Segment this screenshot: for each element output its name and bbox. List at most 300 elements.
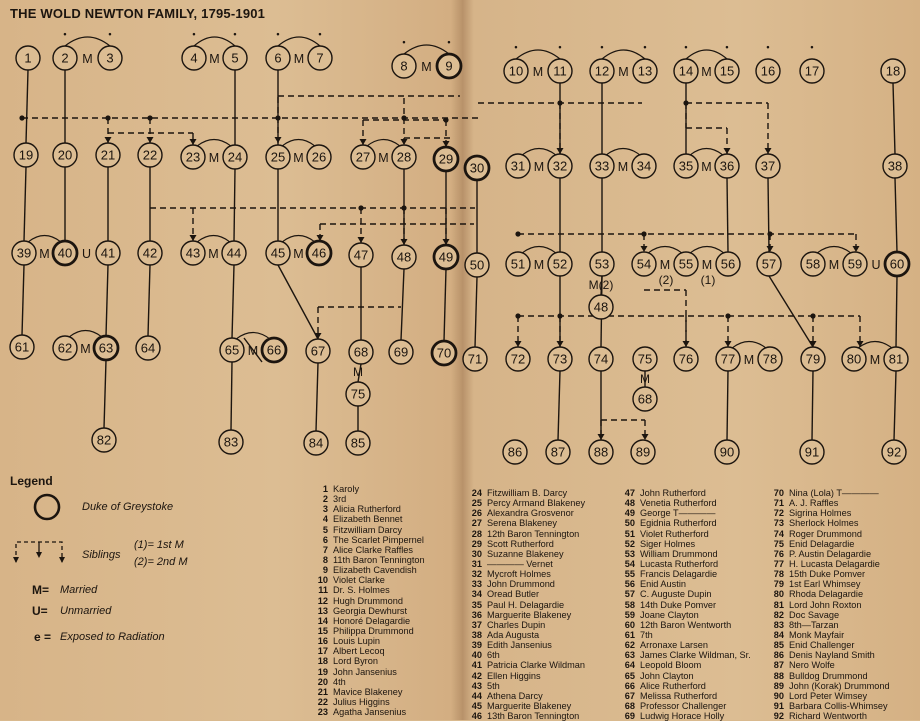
node-number: 89 bbox=[635, 444, 651, 460]
node-number: 2 bbox=[61, 50, 69, 66]
key-entry bbox=[768, 630, 890, 640]
legend bbox=[8, 470, 308, 715]
key-name: 6th bbox=[487, 650, 500, 661]
key-number: 57 bbox=[624, 589, 635, 600]
key-entry bbox=[768, 681, 890, 691]
node-number: 34 bbox=[636, 158, 652, 174]
relation-married: M bbox=[378, 151, 389, 165]
relation-married: M bbox=[701, 258, 713, 272]
key-name: Elizabeth Cavendish bbox=[333, 565, 417, 576]
arrow-icon bbox=[360, 139, 367, 145]
key-name: Violet Rutherford bbox=[640, 528, 709, 539]
key-entry bbox=[768, 569, 890, 579]
key-name: Violet Clarke bbox=[333, 575, 385, 586]
person-node-61 bbox=[10, 335, 34, 359]
key-number: 64 bbox=[624, 660, 635, 671]
radiation-mark: • bbox=[233, 29, 237, 39]
key-number: 60 bbox=[624, 619, 635, 630]
node-number: 7 bbox=[316, 50, 324, 66]
person-node-63 bbox=[94, 336, 118, 360]
extra-relation-label: M bbox=[353, 365, 363, 379]
key-name: C. Auguste Dupin bbox=[640, 589, 712, 600]
connector-line bbox=[812, 371, 813, 440]
key-number: 80 bbox=[773, 589, 784, 600]
node-number: 42 bbox=[142, 245, 158, 261]
key-number: 26 bbox=[471, 508, 482, 519]
key-name: Leopold Bloom bbox=[640, 660, 702, 671]
key-number: 42 bbox=[471, 670, 482, 681]
key-entry bbox=[312, 677, 425, 687]
node-number: 57 bbox=[761, 256, 777, 272]
key-entry bbox=[312, 687, 425, 697]
key-entry bbox=[768, 610, 890, 620]
person-node-40 bbox=[53, 241, 77, 265]
key-name: Alice Clarke Raffles bbox=[333, 544, 413, 555]
key-name: Richard Wentworth bbox=[789, 711, 867, 721]
key-name: ———— Vernet bbox=[487, 558, 553, 569]
key-number: 55 bbox=[624, 569, 635, 580]
key-number: 13 bbox=[317, 605, 328, 616]
person-node-5 bbox=[223, 29, 247, 70]
key-number: 35 bbox=[471, 599, 482, 610]
key-number: 76 bbox=[773, 548, 784, 559]
key-entry bbox=[768, 589, 890, 599]
person-node-68 bbox=[633, 387, 657, 411]
key-name: John (Korak) Drummond bbox=[789, 680, 890, 691]
key-name: Paul H. Delagardie bbox=[487, 599, 565, 610]
connector-line bbox=[104, 360, 106, 428]
key-number: 36 bbox=[471, 609, 482, 620]
key-number: 63 bbox=[624, 650, 635, 661]
node-number: 63 bbox=[98, 340, 114, 356]
key-column bbox=[466, 488, 585, 721]
arrow-icon bbox=[315, 333, 322, 339]
key-name: Lord Byron bbox=[333, 656, 378, 667]
key-number: 21 bbox=[317, 686, 328, 697]
relation-married: M bbox=[209, 52, 220, 66]
key-number: 16 bbox=[317, 636, 328, 647]
marriage-arc bbox=[197, 140, 231, 147]
key-entry bbox=[312, 494, 425, 504]
node-number: 10 bbox=[508, 63, 524, 79]
key-number: 25 bbox=[471, 498, 482, 509]
extra-relation-label: M bbox=[640, 372, 650, 386]
person-node-29 bbox=[434, 147, 458, 171]
key-entry bbox=[312, 616, 425, 626]
key-number: 38 bbox=[471, 629, 482, 640]
key-number: 48 bbox=[624, 498, 635, 509]
key-name: Doc Savage bbox=[789, 609, 840, 620]
key-entry bbox=[768, 579, 890, 589]
key-number: 74 bbox=[773, 528, 784, 539]
node-number: 80 bbox=[846, 351, 862, 367]
key-number: 12 bbox=[317, 595, 328, 606]
key-name: John Rutherford bbox=[640, 488, 706, 498]
node-number: 6 bbox=[274, 50, 282, 66]
key-entry bbox=[619, 498, 751, 508]
marriage-arc bbox=[858, 342, 892, 349]
junction-dot bbox=[557, 313, 562, 318]
marriage-arc bbox=[690, 149, 723, 156]
key-name: George T———— bbox=[640, 508, 716, 519]
key-entry bbox=[619, 549, 751, 559]
key-name: Mycroft Holmes bbox=[487, 569, 551, 580]
diagram-title: THE WOLD NEWTON FAMILY, 1795-1901 bbox=[10, 6, 266, 21]
person-node-18 bbox=[881, 59, 905, 83]
person-node-46 bbox=[307, 241, 331, 265]
key-number: 84 bbox=[773, 629, 784, 640]
key-number: 65 bbox=[624, 670, 635, 681]
relation-married: M bbox=[293, 151, 304, 165]
person-node-8 bbox=[392, 37, 416, 78]
key-number: 54 bbox=[624, 558, 635, 569]
node-number: 51 bbox=[510, 256, 526, 272]
person-node-88 bbox=[589, 440, 613, 464]
key-entry bbox=[466, 660, 585, 670]
key-name: 12th Baron Wentworth bbox=[640, 619, 732, 630]
key-entry bbox=[768, 701, 890, 711]
node-number: 88 bbox=[593, 444, 609, 460]
key-name: James Clarke Wildman, Sr. bbox=[640, 650, 751, 661]
key-name: Roger Drummond bbox=[789, 528, 863, 539]
relation-married: M bbox=[617, 160, 629, 174]
node-number: 18 bbox=[885, 63, 901, 79]
person-node-41 bbox=[96, 241, 120, 265]
node-number: 62 bbox=[57, 340, 73, 356]
junction-dot bbox=[810, 313, 815, 318]
person-node-67 bbox=[306, 339, 330, 363]
key-entry bbox=[619, 589, 751, 599]
key-name: Sigrina Holmes bbox=[789, 508, 852, 519]
junction-dot bbox=[401, 115, 406, 120]
key-entry bbox=[312, 636, 425, 646]
node-number: 53 bbox=[594, 256, 610, 272]
connector-line bbox=[894, 371, 896, 440]
arrow-icon bbox=[147, 137, 154, 143]
key-name: 7th bbox=[640, 629, 653, 640]
key-number: 78 bbox=[773, 569, 784, 580]
key-name: 5th bbox=[487, 680, 500, 691]
radiation-mark: • bbox=[643, 42, 647, 52]
radiation-mark: • bbox=[192, 29, 196, 39]
marriage-arc bbox=[648, 247, 682, 254]
key-entry bbox=[466, 518, 585, 528]
person-node-48 bbox=[589, 295, 613, 319]
person-node-75 bbox=[633, 347, 657, 371]
key-name: Philippa Drummond bbox=[333, 625, 414, 636]
legend-greystoke: Duke of Greystoke bbox=[82, 501, 174, 513]
radiation-mark: • bbox=[766, 42, 770, 52]
person-node-74 bbox=[589, 347, 613, 371]
key-number: 75 bbox=[773, 538, 784, 549]
key-name: Alicia Rutherford bbox=[333, 504, 401, 515]
key-name: Rhoda Delagardie bbox=[789, 589, 864, 600]
key-entry bbox=[619, 610, 751, 620]
key-number: 43 bbox=[471, 680, 482, 691]
relation-married: M bbox=[659, 258, 671, 272]
key-entry bbox=[312, 535, 425, 545]
marriage-arc bbox=[65, 37, 110, 46]
key-entry bbox=[466, 701, 585, 711]
node-number: 4 bbox=[190, 50, 198, 66]
relation-married: M bbox=[533, 160, 545, 174]
person-node-45 bbox=[266, 241, 290, 265]
person-node-84 bbox=[304, 431, 328, 455]
key-entry bbox=[768, 518, 890, 528]
connector-line bbox=[234, 169, 235, 241]
key-entry bbox=[619, 559, 751, 569]
key-name: William Drummond bbox=[640, 548, 718, 559]
arrow-icon bbox=[641, 246, 648, 252]
node-number: 17 bbox=[804, 63, 820, 79]
junction-dot bbox=[358, 205, 363, 210]
relation-married: M bbox=[618, 65, 629, 79]
key-entry bbox=[312, 545, 425, 555]
person-node-81 bbox=[884, 347, 908, 371]
node-number: 55 bbox=[678, 256, 694, 272]
junction-dot bbox=[557, 100, 562, 105]
extra-relation-label: (2) bbox=[658, 273, 674, 287]
marriage-arc bbox=[522, 149, 556, 156]
node-number: 81 bbox=[888, 351, 904, 367]
connector-line bbox=[106, 265, 108, 336]
key-number: 82 bbox=[773, 609, 784, 620]
key-number: 51 bbox=[624, 528, 635, 539]
node-number: 26 bbox=[311, 149, 327, 165]
key-name: A. J. Raffles bbox=[789, 498, 839, 509]
key-entry bbox=[768, 539, 890, 549]
person-node-35 bbox=[674, 154, 698, 178]
key-name: Lord John Roxton bbox=[789, 599, 862, 610]
arrow-icon bbox=[557, 341, 564, 347]
radiation-mark: • bbox=[725, 42, 729, 52]
person-node-85 bbox=[346, 431, 370, 455]
person-node-30 bbox=[465, 156, 489, 180]
key-name: Enid Challenger bbox=[789, 640, 855, 651]
key-entry bbox=[619, 630, 751, 640]
junction-dot bbox=[401, 205, 406, 210]
arrow-icon bbox=[724, 148, 731, 154]
arrow-icon bbox=[683, 341, 690, 347]
node-number: 21 bbox=[100, 147, 116, 163]
key-name: Ludwig Horace Holly bbox=[640, 711, 725, 721]
node-number: 76 bbox=[678, 351, 694, 367]
key-entry bbox=[312, 596, 425, 606]
key-entry bbox=[768, 640, 890, 650]
node-number: 39 bbox=[16, 245, 32, 261]
node-number: 22 bbox=[142, 147, 158, 163]
marriage-arc bbox=[278, 37, 320, 46]
key-number: 86 bbox=[773, 650, 784, 661]
node-number: 3 bbox=[106, 50, 114, 66]
node-number: 29 bbox=[438, 151, 454, 167]
key-entry bbox=[619, 600, 751, 610]
person-node-58 bbox=[801, 252, 825, 276]
node-number: 15 bbox=[719, 63, 735, 79]
node-number: 77 bbox=[720, 351, 736, 367]
person-node-64 bbox=[136, 336, 160, 360]
key-number: 47 bbox=[624, 488, 635, 498]
arrow-icon bbox=[105, 137, 112, 143]
key-number: 59 bbox=[624, 609, 635, 620]
node-number: 8 bbox=[400, 58, 408, 74]
node-number: 79 bbox=[805, 351, 821, 367]
key-name: Serena Blakeney bbox=[487, 518, 557, 529]
key-entry bbox=[466, 681, 585, 691]
connector-line bbox=[727, 371, 728, 440]
key-number: 45 bbox=[471, 700, 482, 711]
node-number: 32 bbox=[552, 158, 568, 174]
node-number: 86 bbox=[507, 444, 523, 460]
person-node-48 bbox=[392, 245, 416, 269]
node-number: 40 bbox=[57, 245, 73, 261]
person-node-55 bbox=[674, 252, 698, 276]
person-node-33 bbox=[590, 154, 614, 178]
key-name: Oread Butler bbox=[487, 589, 540, 600]
key-number: 1 bbox=[322, 484, 328, 494]
relation-married: M bbox=[743, 353, 755, 367]
key-name: Percy Armand Blakeney bbox=[487, 498, 586, 509]
node-number: 14 bbox=[678, 63, 694, 79]
person-node-80 bbox=[842, 347, 866, 371]
relation-labels bbox=[39, 52, 880, 386]
marriage-arc bbox=[686, 50, 727, 59]
key-name: John Clayton bbox=[640, 670, 694, 681]
node-number: 43 bbox=[185, 245, 201, 261]
key-entry bbox=[312, 575, 425, 585]
key-name: Karoly bbox=[333, 484, 360, 494]
key-entry bbox=[466, 549, 585, 559]
key-number: 8 bbox=[322, 554, 328, 565]
key-number: 19 bbox=[317, 666, 328, 677]
key-name: Alice Rutherford bbox=[640, 680, 706, 691]
person-node-16 bbox=[756, 42, 780, 83]
relation-unmarried: U bbox=[81, 247, 92, 261]
person-node-7 bbox=[308, 29, 332, 70]
connector-line bbox=[769, 276, 813, 347]
person-node-73 bbox=[548, 347, 572, 371]
key-entry bbox=[312, 484, 425, 494]
person-node-2 bbox=[53, 29, 77, 70]
person-node-11 bbox=[548, 42, 572, 83]
extra-relation-label: (1) bbox=[700, 273, 716, 287]
key-entry bbox=[619, 539, 751, 549]
arrow-icon bbox=[853, 246, 860, 252]
key-entry bbox=[466, 589, 585, 599]
key-name: Barbara Collis-Whimsey bbox=[789, 700, 888, 711]
node-number: 72 bbox=[510, 351, 526, 367]
person-nodes bbox=[10, 29, 909, 464]
node-number: 44 bbox=[226, 245, 242, 261]
node-number: 50 bbox=[469, 257, 485, 273]
key-number: 79 bbox=[773, 579, 784, 590]
node-number: 19 bbox=[18, 147, 34, 163]
person-node-6 bbox=[266, 29, 290, 70]
node-number: 36 bbox=[719, 158, 735, 174]
key-name: The Scarlet Pimpernel bbox=[333, 534, 424, 545]
key-entry bbox=[768, 488, 890, 498]
node-number: 54 bbox=[636, 256, 652, 272]
node-number: 71 bbox=[467, 351, 483, 367]
arrow-icon bbox=[275, 137, 282, 143]
arrow-icon bbox=[190, 235, 197, 241]
relation-married: M bbox=[532, 65, 544, 79]
key-name: Patricia Clarke Wildman bbox=[487, 660, 586, 671]
key-entry bbox=[466, 620, 585, 630]
key-number: 23 bbox=[317, 707, 328, 718]
key-name: 4th bbox=[333, 676, 346, 687]
key-name: Edith Jansenius bbox=[487, 640, 552, 651]
key-entry bbox=[768, 498, 890, 508]
person-node-4 bbox=[182, 29, 206, 70]
radiation-mark: • bbox=[447, 37, 451, 47]
node-number: 70 bbox=[436, 345, 452, 361]
key-number: 46 bbox=[471, 711, 482, 721]
person-node-44 bbox=[222, 241, 246, 265]
key-entry bbox=[768, 691, 890, 701]
node-number: 90 bbox=[719, 444, 735, 460]
key-name: 12th Baron Tennington bbox=[487, 528, 580, 539]
relation-married: M bbox=[39, 247, 50, 261]
key-number: 3 bbox=[322, 504, 328, 515]
key-entry bbox=[768, 559, 890, 569]
junction-dot bbox=[767, 231, 772, 236]
person-node-53 bbox=[590, 252, 614, 276]
key-entry bbox=[312, 707, 425, 717]
arrow-icon bbox=[725, 341, 732, 347]
relation-married: M bbox=[869, 353, 881, 367]
node-number: 66 bbox=[266, 342, 282, 358]
node-number: 38 bbox=[887, 158, 903, 174]
node-number: 1 bbox=[24, 50, 32, 66]
connector-line bbox=[26, 70, 28, 143]
marriage-arc bbox=[732, 342, 766, 349]
key-number: 72 bbox=[773, 508, 784, 519]
key-name: 11th Baron Tennington bbox=[333, 554, 425, 565]
key-number: 89 bbox=[773, 680, 784, 691]
key-entry bbox=[768, 650, 890, 660]
key-name: Sherlock Holmes bbox=[789, 518, 859, 529]
key-number: 61 bbox=[624, 629, 635, 640]
key-entry bbox=[768, 549, 890, 559]
key-entry bbox=[312, 646, 425, 656]
node-number: 69 bbox=[393, 344, 409, 360]
connector-line bbox=[475, 277, 477, 347]
key-number: 71 bbox=[773, 498, 784, 509]
key-number: 29 bbox=[471, 538, 482, 549]
connector-line bbox=[24, 167, 26, 241]
person-node-14 bbox=[674, 42, 698, 83]
legend-second-marriage: (2)= 2nd M bbox=[134, 556, 188, 568]
connector-line bbox=[278, 265, 318, 339]
node-number: 64 bbox=[140, 340, 156, 356]
unmarried-symbol: U= bbox=[32, 604, 48, 618]
key-name: Louis Lupin bbox=[333, 636, 380, 647]
key-number: 83 bbox=[773, 619, 784, 630]
key-entry bbox=[619, 569, 751, 579]
key-entry bbox=[619, 508, 751, 518]
node-number: 87 bbox=[550, 444, 566, 460]
person-node-89 bbox=[631, 440, 655, 464]
relation-married: M bbox=[828, 258, 840, 272]
node-number: 75 bbox=[350, 386, 366, 402]
arrow-icon bbox=[598, 434, 605, 440]
person-node-1 bbox=[16, 46, 40, 70]
key-entry bbox=[619, 701, 751, 711]
key-name: H. Lucasta Delagardie bbox=[789, 558, 880, 569]
person-node-17 bbox=[800, 42, 824, 83]
node-number: 49 bbox=[438, 249, 454, 265]
